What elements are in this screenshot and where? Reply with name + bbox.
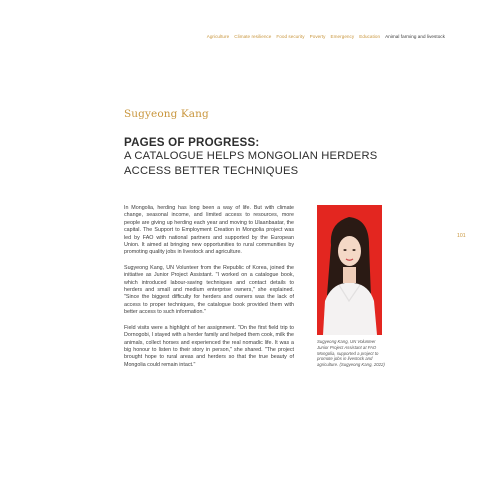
article-body <box>124 205 294 377</box>
page-number: 101 <box>457 233 466 239</box>
title-line-1: PAGES OF PROGRESS: <box>124 136 260 149</box>
portrait-photo <box>317 205 382 335</box>
title-line-2: A CATALOGUE HELPS MONGOLIAN HERDERS <box>124 150 378 162</box>
nav-item-animal-farming[interactable]: Animal farming and livestock <box>385 34 445 39</box>
nav-item-poverty[interactable]: Poverty <box>309 34 326 39</box>
body-paragraph-2: Sugyeong Kang, UN Volunteer from the Republic of Korea, joined the initiative as Junior Project Assistant. "I worked on a catalogue book, which introduced labour-saving techniques and contact details to herders and small and medium enterprise owners," she explained. "Since the biggest difficulty for herders and owners was the lack of access to proper techniques, the catalogue book provided them with better access to such information." <box>124 264 294 316</box>
body-paragraph-1: In Mongolia, herding has long been a way of life. But with climate change, seasonal income, and limited access to resources, more people are giving up herding each year and moving to Ulaanbaatar, the capital. The Support to Employment Creation in Mongolia project was led by FAO with national partners and supported by the European Union. It aimed at bringing new opportunities to rural communities by promoting quality jobs in livestock and agriculture. <box>124 205 294 256</box>
nav-item-emergency[interactable]: Emergency <box>330 34 355 39</box>
title-line-3: ACCESS BETTER TECHNIQUES <box>124 165 299 177</box>
portrait-illustration <box>317 205 382 335</box>
nav-item-climate-resilience[interactable]: Climate resilience <box>234 34 272 39</box>
nav-item-food-security[interactable]: Food security <box>276 34 305 39</box>
nav-item-agriculture[interactable]: Agriculture <box>206 34 230 39</box>
article-title <box>124 136 394 179</box>
photo-caption: Sugyeong Kang, UN Volunteer Junior Project Assistant at FAO Mongolia, supported a project to promote jobs in livestock and agriculture. (Sugyeong Kang, 2022) <box>317 339 385 368</box>
topic-nav <box>207 34 445 39</box>
body-paragraph-3: Field visits were a highlight of her assignment. "On the first field trip to Dornogobi, I stayed with a herder family and helped them cook, milk the animals, collect horses and experienced the real nomadic life. It was a big honour to listen to their story in person," she shared. "The project brought hope to rural areas and herders so that the true beauty of Mongolia could remain intact." <box>124 324 294 368</box>
author-name: Sugyeong Kang <box>124 108 209 120</box>
nav-item-education[interactable]: Education <box>359 34 381 39</box>
